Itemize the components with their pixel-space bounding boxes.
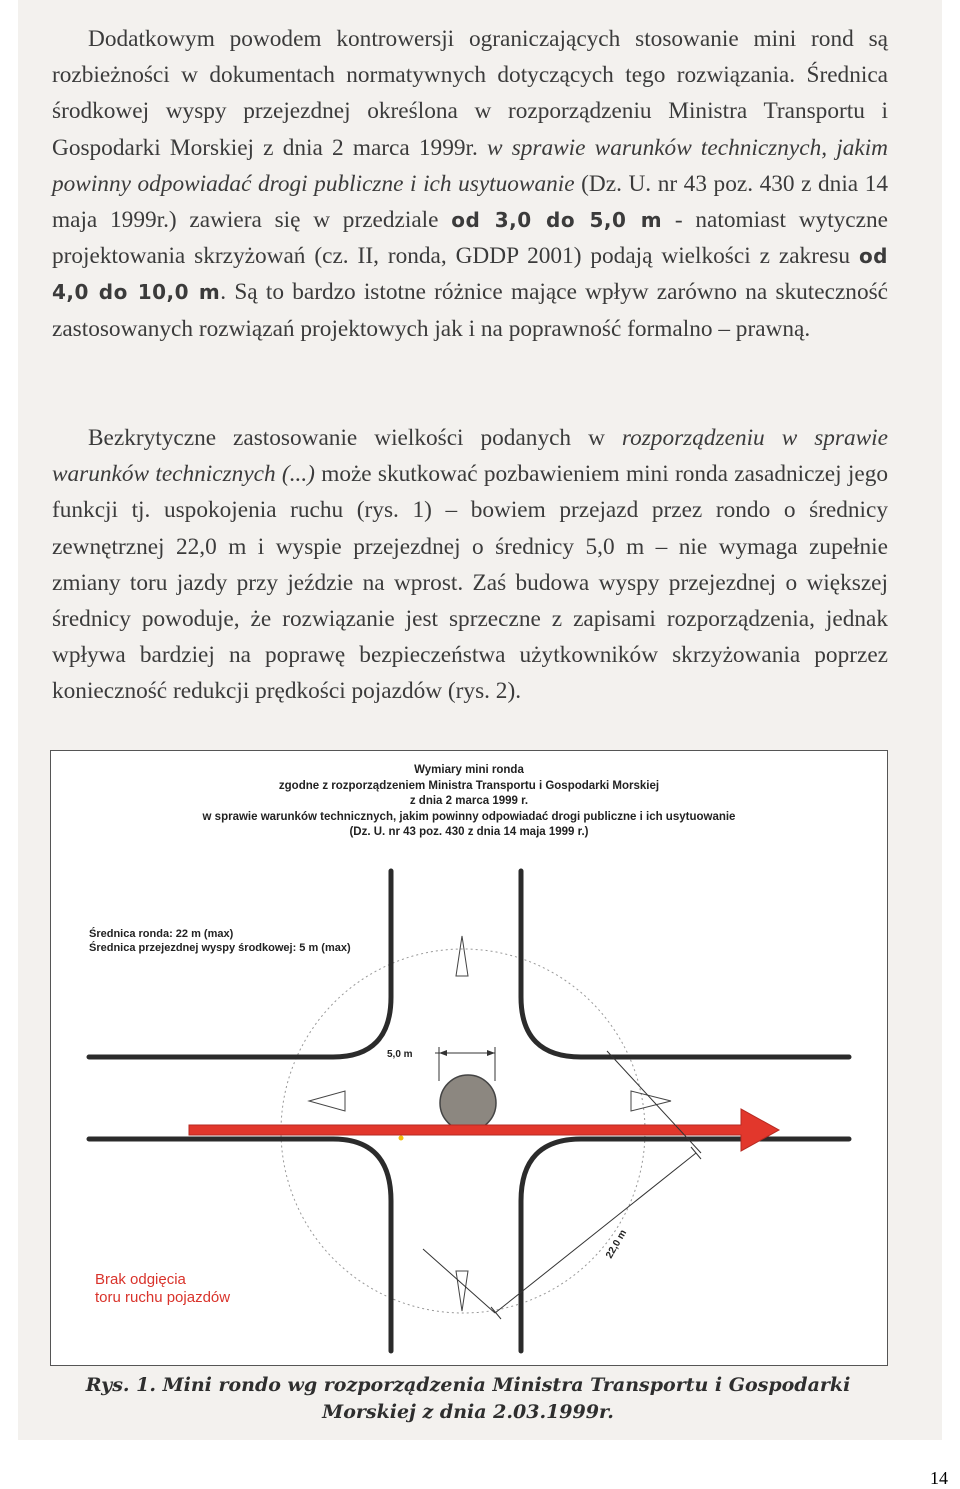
central-island: [440, 1075, 496, 1131]
tangent-line-bottom: [423, 1249, 495, 1313]
figure-header: Wymiary mini ronda zgodne z rozporządzeniem Ministra Transportu i Gospodarki Morskiej z dnia 2 marca 1999 r. w sprawie warunków technicznych, jakim powinny odpowiadać drogi publiczne i ich usytuowanie (Dz. U. nr 43 poz. 430 z dnia 14 maja 1999 r.): [202, 764, 736, 838]
arrow-marker-dot: [399, 1136, 404, 1141]
paragraph-1: Dodatkowym powodem kontrowersji ograniczających stosowanie mini rond są rozbieżności w dokumentach normatywnych dotyczących tego rozwiązania. Średnica środkowej wyspy przejezdnej określona w rozporządzeniu Ministra Transportu i Gospodarki Morskiej z dnia 2 marca 1999r. w sprawie warunków technicznych, jakim powinny odpowiadać drogi publiczne i ich usytuowanie (Dz. U. nr 43 poz. 430 z dnia 14 maja 1999r.) zawiera się w przedziale od 3,0 do 5,0 m - natomiast wytyczne projektowania skrzyżowań (cz. II, ronda, GDDP 2001) podają wielkości z zakresu od 4,0 do 10,0 m. Są to bardzo istotne różnice mające wpływ zarówno na skuteczność zastosowanych rozwiązań projektowych jak i na poprawność formalno – prawną.: [52, 26, 888, 342]
figure-mini-roundabout: [50, 750, 888, 1366]
splitter-island-west: [309, 1091, 345, 1111]
warning-label: Brak odgięcia toru ruchu pojazdów: [95, 1271, 231, 1306]
splitter-island-east: [631, 1091, 671, 1111]
road-edge-top-left: [89, 871, 391, 1057]
paragraph-2: Bezkrytyczne zastosowanie wielkości podanych w rozporządzeniu w sprawie warunków technicznych (...) może skutkować pozbawieniem mini ronda zasadniczej jego funkcji tj. uspokojenia ruchu (rys. 1) – bowiem przejazd przez rondo o średnicy zewnętrznej 22,0 m i wyspie przejezdnej o średnicy 5,0 m – nie wymaga zupełnie zmiany toru jazdy przy jeździe na wprost. Zaś budowa wyspy przejezdnej o większej średnicy powoduje, że rozwiązanie jest sprzeczne z zapisami rozporządzenia, jednak wpływa bardziej na poprawę bezpieczeństwa użytkowników skrzyżowania poprzez konieczność redukcji prędkości pojazdów (rys. 2).: [52, 425, 888, 705]
splitter-island-north: [456, 936, 468, 976]
road-edge-top-right: [521, 871, 849, 1057]
island-dimension-label: 5,0 m: [387, 1049, 413, 1060]
outer-diameter-label: 22,0 m: [604, 1228, 630, 1261]
splitter-island-south: [456, 1271, 468, 1311]
road-edge-bottom-right: [521, 1139, 849, 1351]
road-edge-bottom-left: [89, 1139, 391, 1351]
page-number: 14: [930, 1468, 948, 1488]
diameter-note: Średnica ronda: 22 m (max) Średnica przejezdnej wyspy środkowej: 5 m (max): [89, 928, 351, 954]
figure-caption: Rys. 1. Mini rondo wg rozporządzenia Ministra Transportu i Gospodarki Morskiej z dnia 2.03.1999r.: [85, 1374, 851, 1423]
